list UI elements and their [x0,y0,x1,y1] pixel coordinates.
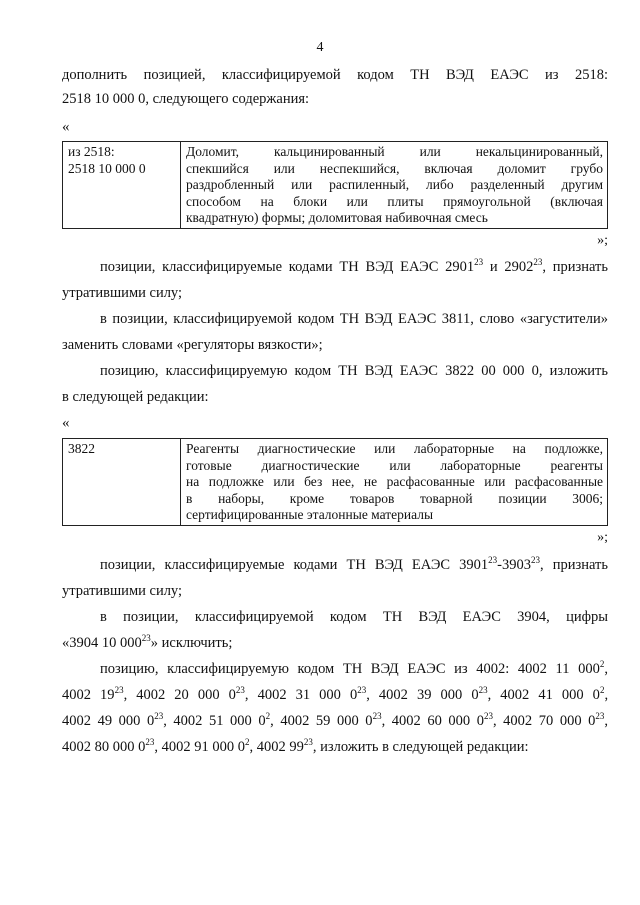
para-3-line-1: позицию, классифицируемую кодом ТН ВЭД ЕАЭС 3822 00 000 0, изложить [100,363,608,379]
table-code-cell: из 2518: 2518 10 000 0 [63,142,181,229]
para-3-line-2: в следующей редакции: [62,389,209,405]
para-1-line-2: утратившими силу; [62,285,183,301]
para-6-line-1: позицию, классифицируемую кодом ТН ВЭД ЕАЭС из 4002: 4002 11 $000^2$, [100,659,608,677]
para-4-line-2: утратившими силу; [62,583,183,599]
para-2-line-1: в позиции, классифицируемой кодом ТН ВЭД ЕАЭС 3811, слово «загустители» [100,311,608,327]
para-5-line-1: в позиции, классифицируемой кодом ТН ВЭД ЕАЭС 3904, цифры [100,609,608,625]
table-row [63,439,608,526]
table-dolomite [62,141,608,229]
quote-close-1: »; [597,233,608,248]
intro-line-2: 2518 10 000 0, следующего содержания: [62,91,310,107]
para-6-line-2: 4002 $19^{23}$, 4002 20 000 $0^{23}$, 4002 31 000 $0^{23}$, 4002 39 000 $0^{23}$, 4002 41 000 $0^2$, [62,685,609,703]
para-6-line-3: 4002 49 000 $0^{23}$, 4002 51 000 $0^2$, 4002 59 000 $0^{23}$, 4002 60 000 $0^{23}$, 4002 70 000 $0^{23}$, [62,711,609,729]
table-row [63,142,608,229]
para-5-line-2: «3904 10 $000^{23}$» исключить; [62,633,233,651]
page-number: 4 [316,40,324,55]
table-description-cell: Доломит, кальцинированный или некальцинированный, спекшийся или неспекшийся, включая доломит грубо раздробленный или распиленный, либо разделенный другим способом на блоки или плиты прямоугольной (включая квадратную) формы; доломитовая набивочная смесь [181,142,608,229]
table-code-cell: 3822 [63,439,181,526]
table-reagents [62,438,608,526]
quote-open-2: « [62,415,70,431]
para-1-line-1: позиции, классифицируемые кодами ТН ВЭД ЕАЭС 2901$^{23}$ и 2902$^{23}$, признать [100,257,608,275]
para-4-line-1: позиции, классифицируемые кодами ТН ВЭД ЕАЭС 3901$^{23}$-3903$^{23}$, признать [100,555,608,573]
para-2-line-2: заменить словами «регуляторы вязкости»; [62,337,323,353]
quote-close-2: »; [597,530,608,545]
quote-open-1: « [62,119,70,135]
intro-line-1: дополнить позицией, классифицируемой кодом ТН ВЭД ЕАЭС из 2518: [62,67,608,83]
table-description-cell: Реагенты диагностические или лабораторные на подложке, готовые диагностические или лабораторные реагенты на подложке или без нее, не расфасованные или расфасованные в наборы, кроме товаров товарной позиции 3006; сертифицированные эталонные материалы [181,439,608,526]
para-6-line-4: 4002 80 000 $0^{23}$, 4002 91 000 $0^2$, 4002 $99^{23}$, изложить в следующей редакции: [62,737,529,755]
